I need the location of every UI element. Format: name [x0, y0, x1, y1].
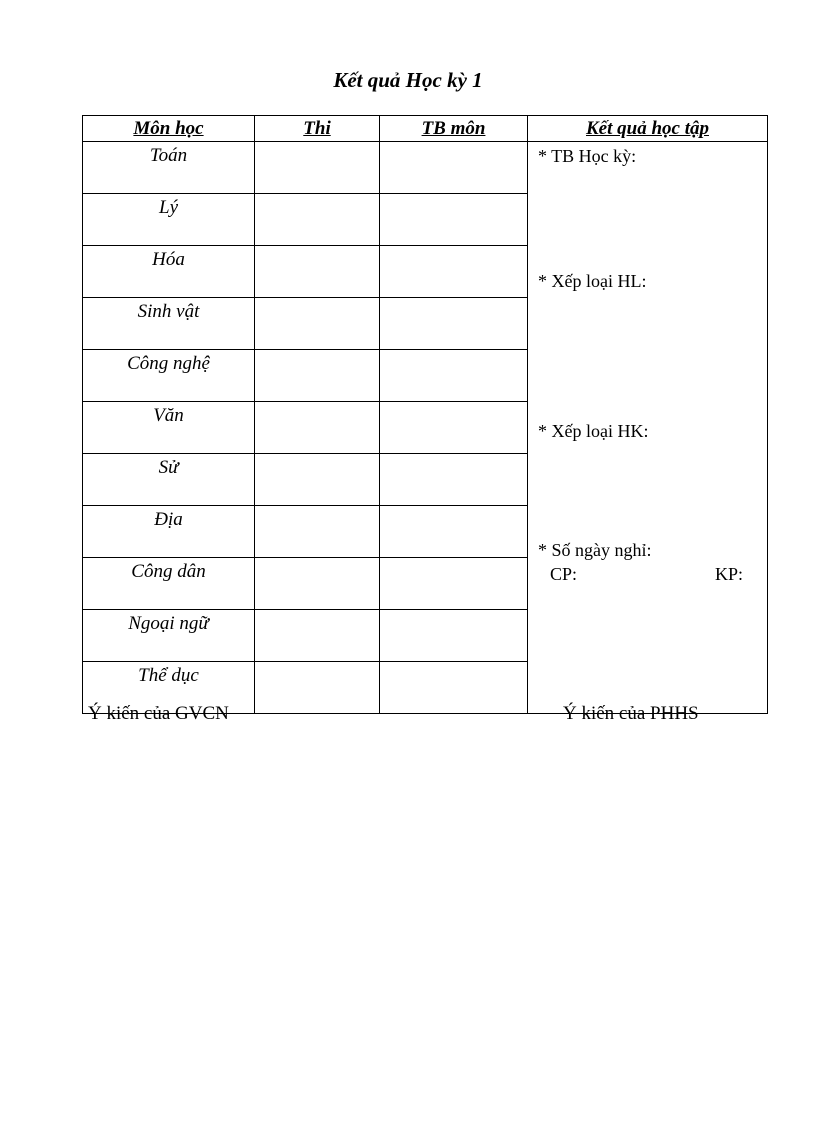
header-subject: Môn học — [83, 116, 255, 142]
parent-opinion-label: Ý kiến của PHHS — [563, 703, 699, 724]
exam-score-cell[interactable] — [255, 662, 380, 714]
exam-score-cell[interactable] — [255, 610, 380, 662]
subject-name: Địa — [83, 506, 255, 558]
conduct-rank-label: * Xếp loại HK: — [538, 421, 649, 441]
semester-average-label: * TB Học kỳ: — [538, 146, 637, 166]
absence-breakdown — [550, 564, 743, 585]
subject-name: Văn — [83, 402, 255, 454]
table-row — [83, 142, 768, 194]
average-score-cell[interactable] — [380, 662, 528, 714]
average-score-cell[interactable] — [380, 610, 528, 662]
subject-name: Toán — [83, 142, 255, 194]
subject-name: Sinh vật — [83, 298, 255, 350]
average-score-cell[interactable] — [380, 454, 528, 506]
exam-score-cell[interactable] — [255, 402, 380, 454]
study-results-summary — [528, 142, 768, 714]
exam-score-cell[interactable] — [255, 142, 380, 194]
subject-name: Sử — [83, 454, 255, 506]
subject-name: Công nghệ — [83, 350, 255, 402]
table-header-row — [83, 116, 768, 142]
average-score-cell[interactable] — [380, 298, 528, 350]
header-exam: Thi — [255, 116, 380, 142]
average-score-cell[interactable] — [380, 350, 528, 402]
average-score-cell[interactable] — [380, 142, 528, 194]
exam-score-cell[interactable] — [255, 558, 380, 610]
absence-days-label: * Số ngày nghỉ: — [538, 540, 652, 560]
subject-name: Công dân — [83, 558, 255, 610]
subject-name: Ngoại ngữ — [83, 610, 255, 662]
subject-name: Lý — [83, 194, 255, 246]
academic-rank-label: * Xếp loại HL: — [538, 271, 647, 291]
header-study-results: Kết quả học tập — [528, 116, 768, 142]
exam-score-cell[interactable] — [255, 506, 380, 558]
average-score-cell[interactable] — [380, 506, 528, 558]
subject-name: Thể dục — [83, 662, 255, 714]
homeroom-teacher-opinion-label: Ý kiến của GVCN — [88, 703, 229, 724]
average-score-cell[interactable] — [380, 246, 528, 298]
average-score-cell[interactable] — [380, 194, 528, 246]
exam-score-cell[interactable] — [255, 194, 380, 246]
unexcused-absence-label: KP: — [714, 564, 743, 584]
average-score-cell[interactable] — [380, 558, 528, 610]
exam-score-cell[interactable] — [255, 350, 380, 402]
exam-score-cell[interactable] — [255, 246, 380, 298]
semester-results-table — [82, 115, 768, 714]
header-subject-average: TB môn — [380, 116, 528, 142]
excused-absence-label: CP: — [550, 564, 578, 584]
average-score-cell[interactable] — [380, 402, 528, 454]
exam-score-cell[interactable] — [255, 454, 380, 506]
document-title: Kết quả Học kỳ 1 — [333, 68, 483, 92]
subject-name: Hóa — [83, 246, 255, 298]
exam-score-cell[interactable] — [255, 298, 380, 350]
